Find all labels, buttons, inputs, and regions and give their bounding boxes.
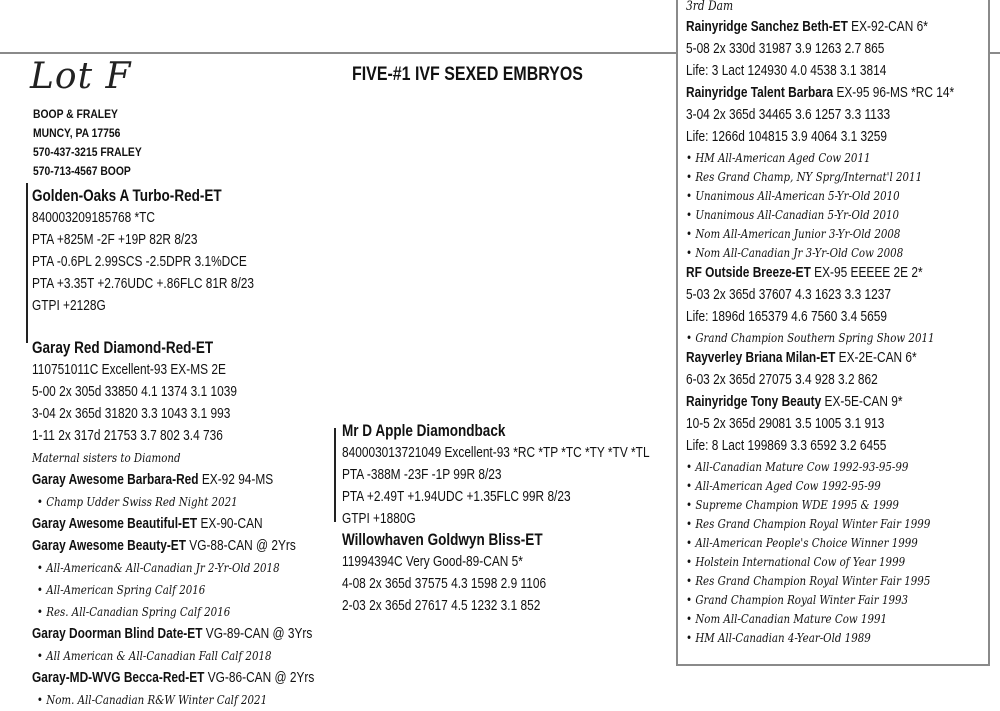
third-dam-heading: 3rd Dam xyxy=(686,0,734,14)
sisters-note: Maternal sisters to Diamond xyxy=(32,450,181,465)
second-dam-block xyxy=(342,529,591,617)
award-note: • Grand Champion Southern Spring Show 2011 xyxy=(686,328,954,347)
cow-rank: EX-95 96-MS *RC 14* xyxy=(833,85,955,101)
sire-block xyxy=(32,185,303,317)
award-note: • Res Grand Champion Royal Winter Fair 1995 xyxy=(686,571,954,590)
cow-name: Rainyridge Tony Beauty xyxy=(686,394,822,410)
dam-line: 3-04 2x 365d 31820 3.3 1043 3.1 993 xyxy=(32,406,231,422)
dam-sire-line: PTA -388M -23F -1P 99R 8/23 xyxy=(342,467,502,483)
award-note: • Unanimous All-Canadian 5-Yr-Old 2010 xyxy=(686,205,954,224)
award-note: • Res Grand Champion Royal Winter Fair 1999 xyxy=(686,514,954,533)
owner-line: MUNCY, PA 17756 xyxy=(33,128,121,140)
sister-rank: EX-90-CAN xyxy=(197,516,263,532)
owner-line: 570-437-3215 FRALEY xyxy=(33,147,142,159)
sire-line: GTPI +2128G xyxy=(32,298,106,314)
lot-label: Lot F xyxy=(30,56,132,97)
cow-name: Rayverley Briana Milan-ET xyxy=(686,350,836,366)
sister-note: • Nom. All-Canadian R&W Winter Calf 2021 xyxy=(32,689,314,711)
cow-rank: EX-5E-CAN 9* xyxy=(821,394,903,410)
dam-line: 5-00 2x 305d 33850 4.1 1374 3.1 1039 xyxy=(32,384,237,400)
cow-record: 3-04 2x 365d 34465 3.6 1257 3.3 1133 xyxy=(686,107,891,123)
second-dam-name: Willowhaven Goldwyn Bliss-ET xyxy=(342,531,543,549)
cow-record: Life: 3 Lact 124930 4.0 4538 3.1 3814 xyxy=(686,63,887,79)
top-rule xyxy=(0,52,676,54)
dam-sire-block xyxy=(342,420,717,530)
sister-note: • Res. All-Canadian Spring Calf 2016 xyxy=(32,601,314,623)
award-note: • Supreme Champion WDE 1995 & 1999 xyxy=(686,495,954,514)
award-note: • Holstein International Cow of Year 1999 xyxy=(686,552,954,571)
award-note: • HM All-Canadian 4-Year-Old 1989 xyxy=(686,628,954,647)
dam-sire-name: Mr D Apple Diamondback xyxy=(342,422,506,440)
cow-name: Rainyridge Sanchez Beth-ET xyxy=(686,19,848,35)
owner-block xyxy=(33,106,154,182)
cow-record: Life: 1896d 165379 4.6 7560 3.4 5659 xyxy=(686,309,888,325)
sister-name: Garay-MD-WVG Becca-Red-ET xyxy=(32,670,205,686)
second-dam-line: 11994394C Very Good-89-CAN 5* xyxy=(342,554,523,570)
sister-rank: VG-89-CAN @ 3Yrs xyxy=(202,626,313,642)
award-note: • Nom All-American Junior 3-Yr-Old 2008 xyxy=(686,224,954,243)
cow-rank: EX-95 EEEEE 2E 2* xyxy=(810,265,923,281)
sister-name: Garay Awesome Beauty-ET xyxy=(32,538,186,554)
cow-name: Rainyridge Talent Barbara xyxy=(686,85,834,101)
sister-note: • Champ Udder Swiss Red Night 2021 xyxy=(32,491,314,513)
second-dam-line: 4-08 2x 365d 37575 4.3 1598 2.9 1106 xyxy=(342,576,547,592)
award-note: • HM All-American Aged Cow 2011 xyxy=(686,148,954,167)
dam-line: 110751011C Excellent-93 EX-MS 2E xyxy=(32,362,226,378)
award-note: • All-Canadian Mature Cow 1992-93-95-99 xyxy=(686,457,954,476)
sister-note: • All-American& All-Canadian Jr 2-Yr-Old 2018 xyxy=(32,557,314,579)
page-title: FIVE-#1 IVF SEXED EMBRYOS xyxy=(352,64,583,85)
award-note: • Unanimous All-American 5-Yr-Old 2010 xyxy=(686,186,954,205)
award-note: • All-American Aged Cow 1992-95-99 xyxy=(686,476,954,495)
sire-line: PTA +3.35T +2.76UDC +.86FLC 81R 8/23 xyxy=(32,276,254,292)
sister-rank: VG-86-CAN @ 2Yrs xyxy=(204,670,315,686)
sister-name: Garay Awesome Barbara-Red xyxy=(32,472,199,488)
award-note: • Res Grand Champ, NY Sprg/Internat'l 2011 xyxy=(686,167,954,186)
cow-record: 6-03 2x 365d 27075 3.4 928 3.2 862 xyxy=(686,372,878,388)
award-note: • Nom All-Canadian Mature Cow 1991 xyxy=(686,609,954,628)
dam-line: 1-11 2x 317d 21753 3.7 802 3.4 736 xyxy=(32,428,223,444)
sire-bracket xyxy=(26,183,28,343)
dam-sire-line: 840003013721049 Excellent-93 *RC *TP *TC *TY *TV *TL xyxy=(342,445,650,461)
dam-block xyxy=(32,337,376,711)
cow-record: 5-08 2x 330d 31987 3.9 1263 2.7 865 xyxy=(686,41,885,57)
dam-sire-bracket xyxy=(334,428,336,522)
award-note: • All-American People's Choice Winner 1999 xyxy=(686,533,954,552)
third-dam-box xyxy=(676,0,990,666)
award-note: • Grand Champion Royal Winter Fair 1993 xyxy=(686,590,954,609)
sister-note: • All American & All-Canadian Fall Calf 2018 xyxy=(32,645,314,667)
third-dam-content xyxy=(686,0,1000,647)
sister-rank: EX-92 94-MS xyxy=(198,472,274,488)
sister-name: Garay Awesome Beautiful-ET xyxy=(32,516,198,532)
cow-record: 5-03 2x 365d 37607 4.3 1623 3.3 1237 xyxy=(686,287,891,303)
owner-line: 570-713-4567 BOOP xyxy=(33,166,131,178)
sire-name: Golden-Oaks A Turbo-Red-ET xyxy=(32,187,222,205)
sister-rank: VG-88-CAN @ 2Yrs xyxy=(185,538,296,554)
cow-rank: EX-92-CAN 6* xyxy=(847,19,928,35)
dam-sire-line: PTA +2.49T +1.94UDC +1.35FLC 99R 8/23 xyxy=(342,489,571,505)
sire-line: PTA +825M -2F +19P 82R 8/23 xyxy=(32,232,198,248)
cow-record: Life: 8 Lact 199869 3.3 6592 3.2 6455 xyxy=(686,438,887,454)
dam-name: Garay Red Diamond-Red-ET xyxy=(32,339,214,357)
cow-record: Life: 1266d 104815 3.9 4064 3.1 3259 xyxy=(686,129,888,145)
dam-sire-line: GTPI +1880G xyxy=(342,511,416,527)
sire-line: 840003209185768 *TC xyxy=(32,210,155,226)
sire-line: PTA -0.6PL 2.99SCS -2.5DPR 3.1%DCE xyxy=(32,254,247,270)
owner-line: BOOP & FRALEY xyxy=(33,109,118,121)
sister-name: Garay Doorman Blind Date-ET xyxy=(32,626,203,642)
cow-record: 10-5 2x 365d 29081 3.5 1005 3.1 913 xyxy=(686,416,885,432)
second-dam-line: 2-03 2x 365d 27617 4.5 1232 3.1 852 xyxy=(342,598,541,614)
cow-name: RF Outside Breeze-ET xyxy=(686,265,811,281)
cow-rank: EX-2E-CAN 6* xyxy=(835,350,917,366)
award-note: • Nom All-Canadian Jr 3-Yr-Old Cow 2008 xyxy=(686,243,954,262)
sister-note: • All-American Spring Calf 2016 xyxy=(32,579,314,601)
